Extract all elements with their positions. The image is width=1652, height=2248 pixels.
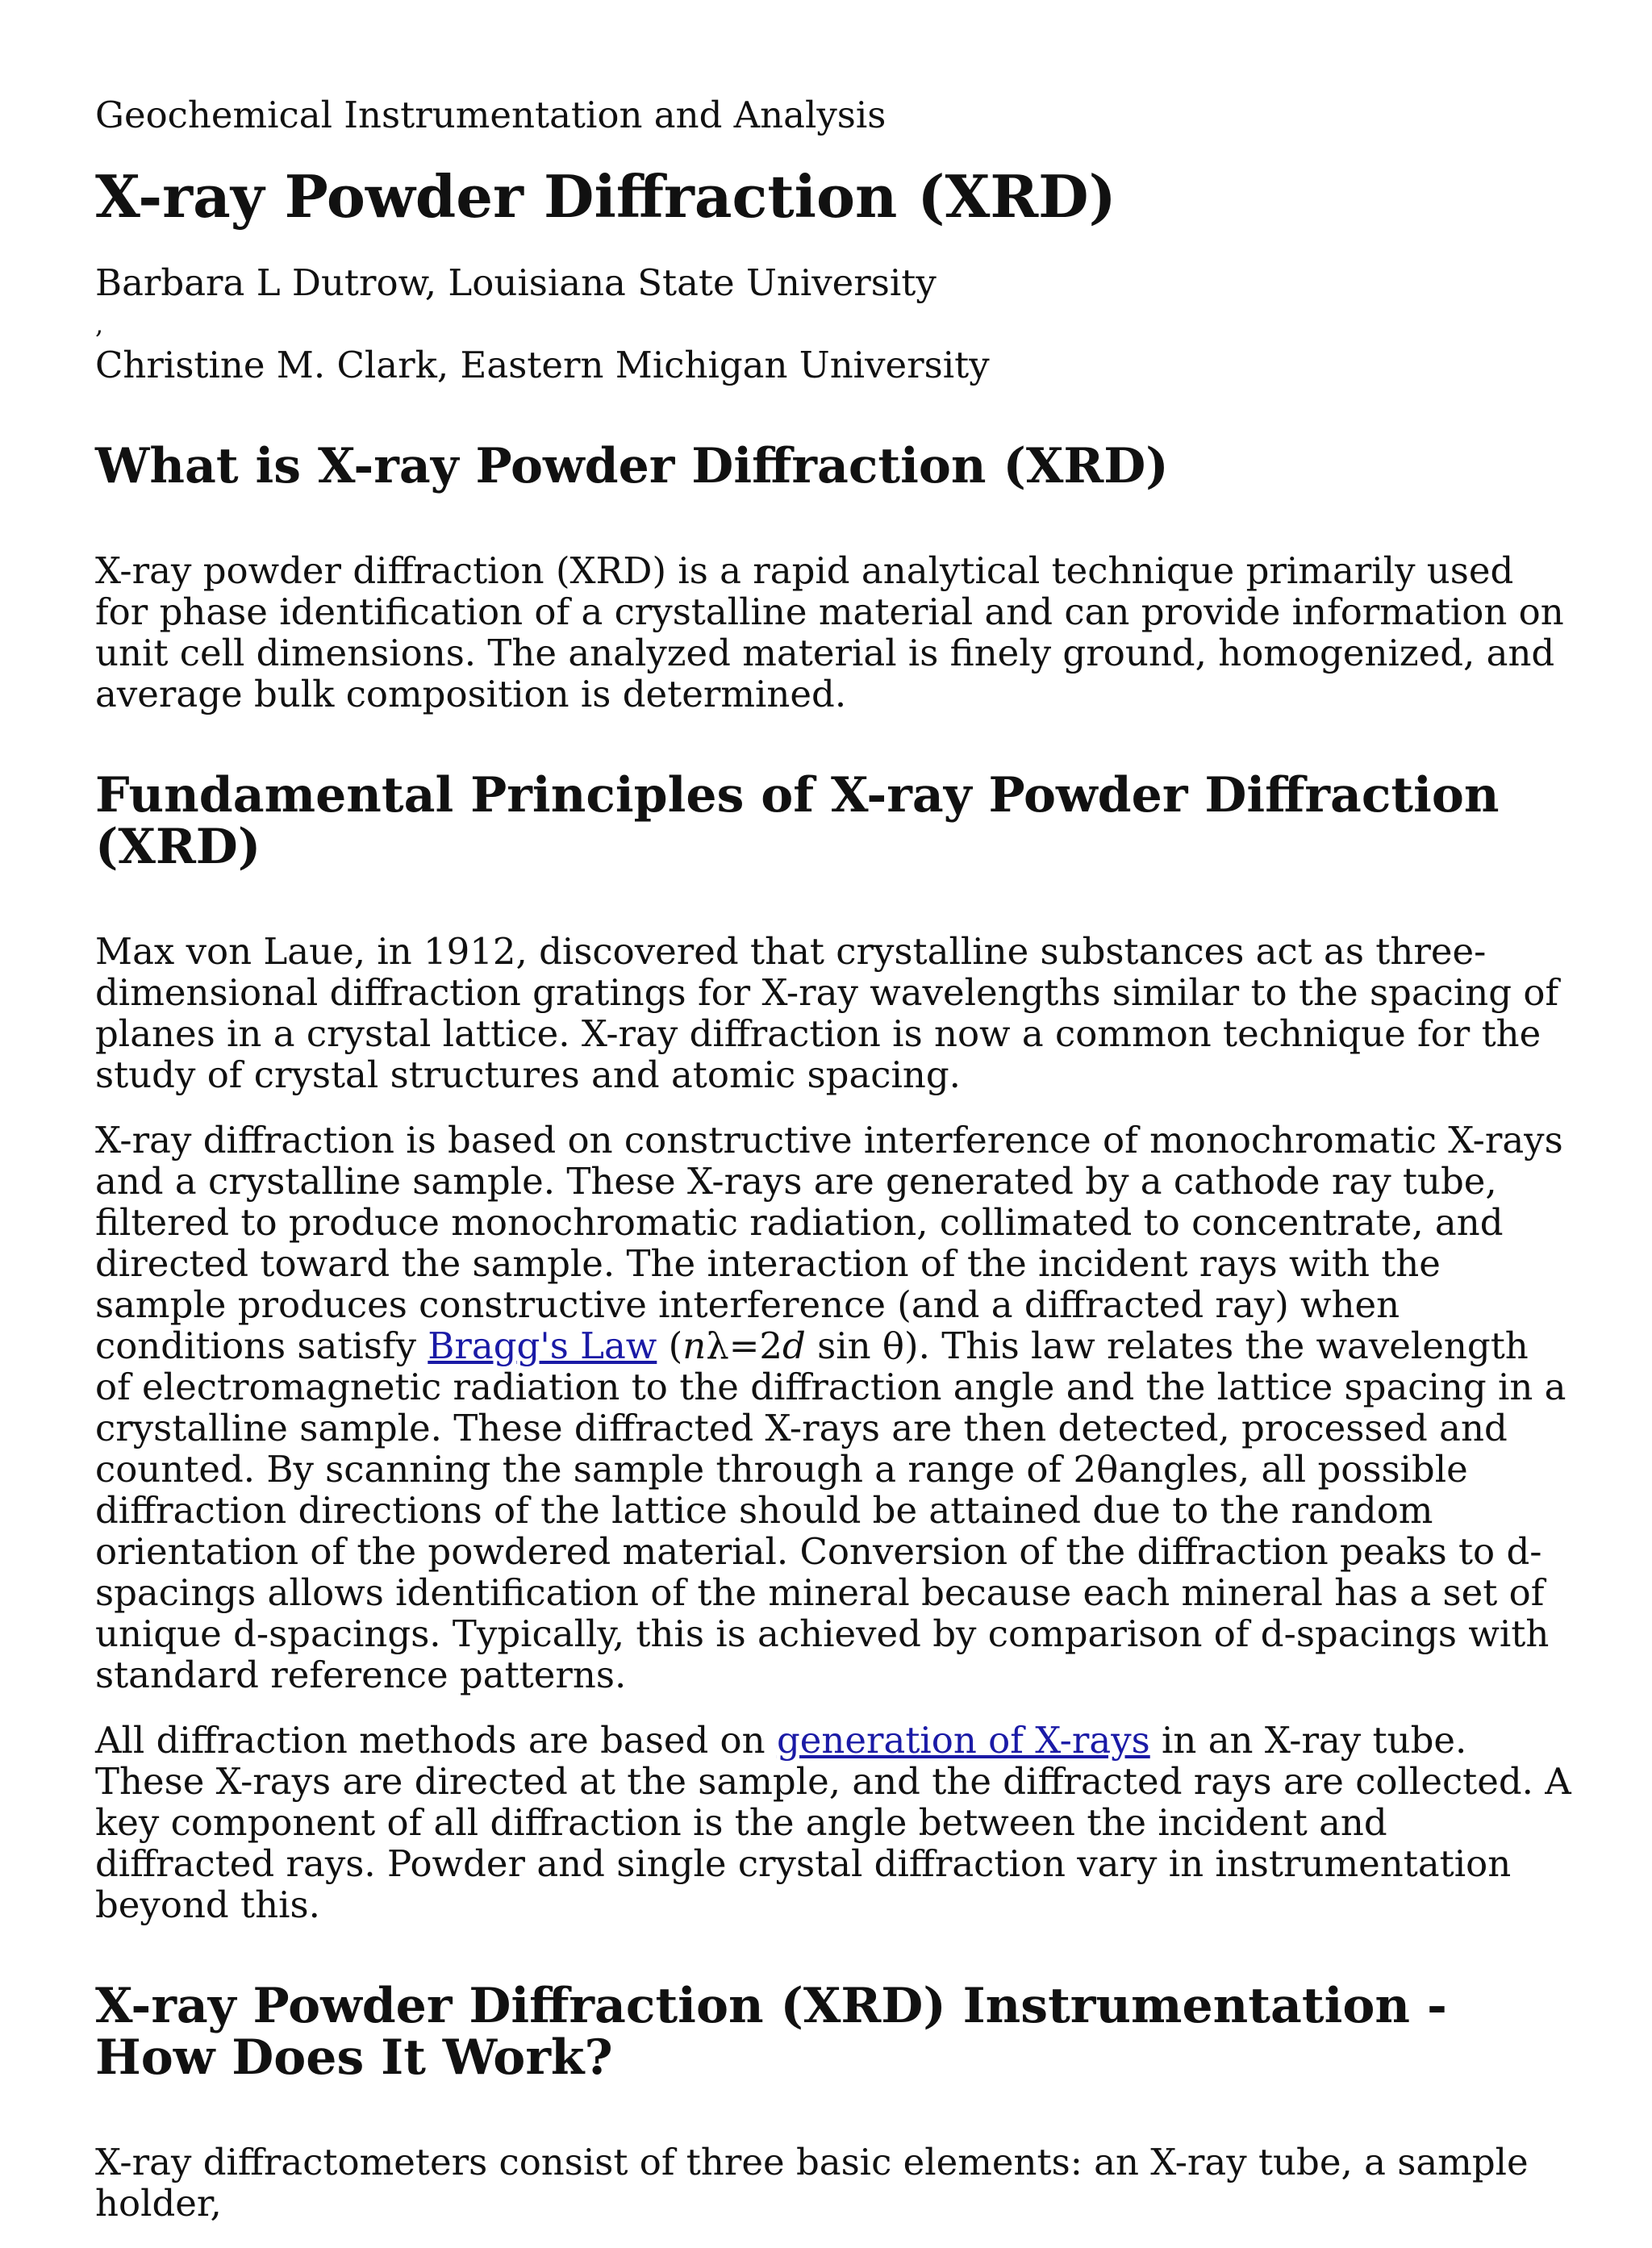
braggs-law-link[interactable]: Bragg's Law: [428, 1324, 657, 1367]
document-page: [95, 90, 1571, 2248]
paragraph-von-laue: Max von Laue, in 1912, discovered that crystalline substances act as three-dimensional diffraction gratings for X-ray wavelengths similar to the spacing of planes in a crystal lattice. X-ray diffraction is now a common technique for the study of crystal structures and atomic spacing.: [95, 930, 1559, 1096]
section-heading-fundamental-principles: Fundamental Principles of X-ray Powder Diffraction (XRD): [95, 767, 1500, 875]
site-name: Geochemical Instrumentation and Analysis: [95, 94, 886, 136]
section-heading-instrumentation: X-ray Powder Diffraction (XRD) Instrumentation - How Does It Work?: [95, 1978, 1447, 2086]
text-after-xray-generation: in an X-ray tube. These X-rays are directed at the sample, and the diffracted rays are collected. A key component of all diffraction is the angle between the incident and diffracted rays. Powder and single crystal diffraction vary in instrumentation beyond this.: [95, 1719, 1571, 1926]
paragraph-constructive-interference: [95, 1120, 1571, 1695]
formula-sin-theta: sin θ): [805, 1324, 919, 1367]
page-title: X-ray Powder Diffraction (XRD): [95, 162, 1116, 231]
formula-lambda: λ=2: [706, 1324, 783, 1367]
paragraph-instrumentation: X-ray diffractometers consist of three basic elements: an X-ray tube, a sample holder,: [95, 2141, 1529, 2225]
formula-d: d: [782, 1324, 806, 1367]
section-instrumentation: [95, 1980, 1571, 2224]
generation-of-xrays-link[interactable]: generation of X-rays: [776, 1719, 1150, 1762]
text-before-braggs-law: X-ray diffraction is based on constructive interference of monochromatic X-rays and a crystalline sample. These X-rays are generated by a cathode ray tube, filtered to produce monochromatic radiation, collimated to concentrate, and directed toward the sample. The interaction of the incident rays with the sample produces constructive interference (and a diffracted ray) when conditions satisfy: [95, 1119, 1563, 1367]
section-what-is-xrd: [95, 440, 1571, 715]
paragraph-diffraction-methods: [95, 1720, 1571, 1925]
author-1: Barbara L Dutrow, Louisiana State University: [95, 261, 937, 304]
author-separator: ,: [95, 309, 104, 340]
formula-open: (: [657, 1324, 683, 1367]
author-list: [95, 263, 1571, 386]
paragraph-what-is-xrd: X-ray powder diffraction (XRD) is a rapid analytical technique primarily used for phase identification of a crystalline material and can provide information on unit cell dimensions. The analyzed material is finely ground, homogenized, and average bulk composition is determined.: [95, 549, 1564, 715]
text-before-xray-generation: All diffraction methods are based on: [95, 1719, 777, 1762]
section-fundamental-principles: [95, 769, 1571, 1925]
section-heading-what-is-xrd: What is X-ray Powder Diffraction (XRD): [95, 438, 1169, 494]
formula-n: n: [682, 1324, 707, 1367]
text-after-formula: . This law relates the wavelength of electromagnetic radiation to the diffraction angle and the lattice spacing in a crystalline sample. These diffracted X-rays are then detected, processed and counted. By scanning the sample through a range of 2θangles, all possible diffraction directions of the lattice should be attained due to the random orientation of the powdered material. Conversion of the diffraction peaks to d-spacings allows identification of the mineral because each mineral has a set of unique d-spacings. Typically, this is achieved by comparison of d-spacings with standard reference patterns.: [95, 1324, 1566, 1696]
author-2: Christine M. Clark, Eastern Michigan University: [95, 344, 990, 386]
